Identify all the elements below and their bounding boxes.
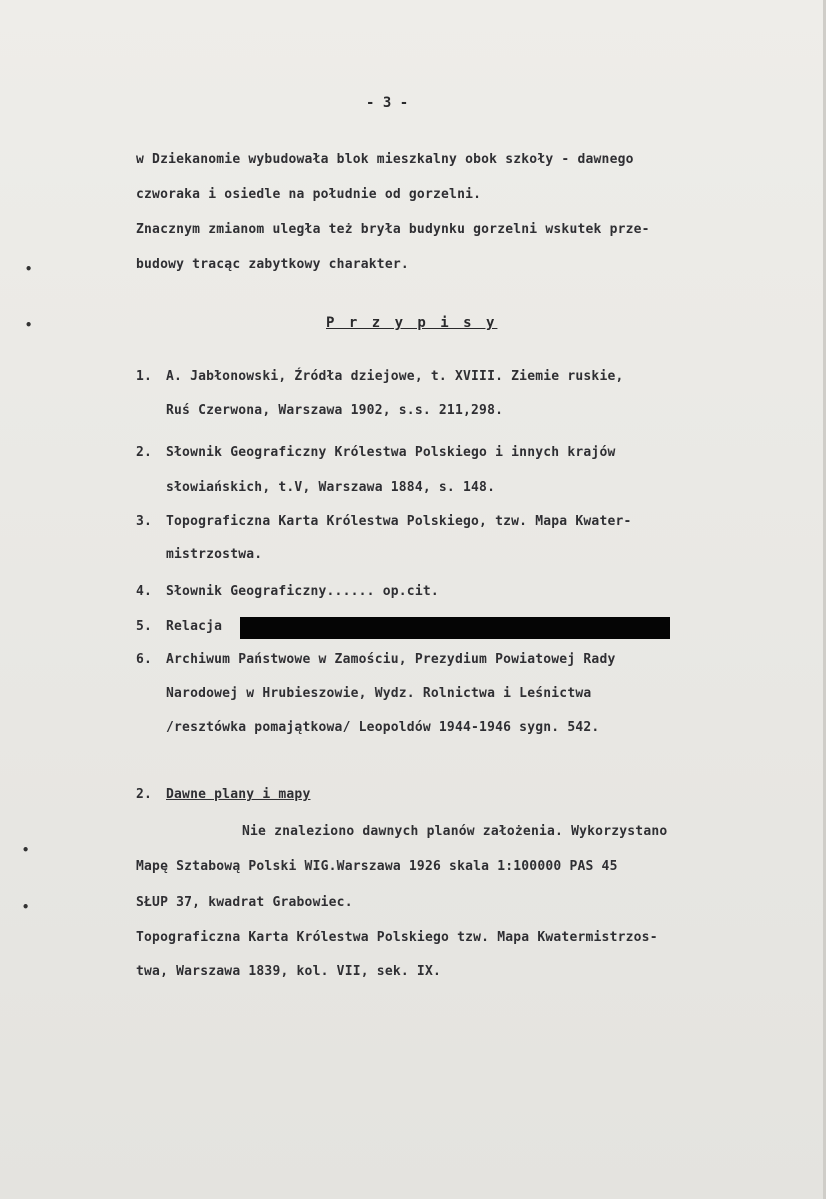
intro-line: czworaka i osiedle na południe od gorzelni.: [136, 187, 482, 202]
footnote-line: Słownik Geograficzny...... op.cit.: [166, 584, 439, 599]
section-line: Nie znaleziono dawnych planów założenia. Wykorzystano: [242, 824, 668, 839]
footnote-number: 5.: [136, 619, 153, 634]
footnote-number: 1.: [136, 369, 153, 384]
footnote-number: 2.: [136, 445, 153, 460]
footnotes-heading: P r z y p i s y: [326, 315, 498, 331]
margin-mark: •: [22, 900, 30, 914]
section-line: SŁUP 37, kwadrat Grabowiec.: [136, 895, 353, 910]
margin-mark: •: [25, 318, 33, 332]
section-line: Topograficzna Karta Królestwa Polskiego tzw. Mapa Kwatermistrzos-: [136, 930, 658, 945]
section-number: 2.: [136, 787, 153, 802]
footnote-line: A. Jabłonowski, Źródła dziejowe, t. XVIII. Ziemie ruskie,: [166, 369, 624, 384]
footnote-number: 6.: [136, 652, 153, 667]
page-number: - 3 -: [366, 95, 409, 111]
redaction-bar: [240, 617, 670, 639]
footnote-number: 4.: [136, 584, 153, 599]
margin-mark: •: [22, 843, 30, 857]
section-line: Mapę Sztabową Polski WIG.Warszawa 1926 skala 1:100000 PAS 45: [136, 859, 618, 874]
footnote-line: Topograficzna Karta Królestwa Polskiego, tzw. Mapa Kwater-: [166, 514, 632, 529]
intro-line: budowy tracąc zabytkowy charakter.: [136, 257, 409, 272]
footnote-number: 3.: [136, 514, 153, 529]
footnote-line: /resztówka pomajątkowa/ Leopoldów 1944-1946 sygn. 542.: [166, 720, 600, 735]
footnote-line: słowiańskich, t.V, Warszawa 1884, s. 148.: [166, 480, 496, 495]
footnote-line: Ruś Czerwona, Warszawa 1902, s.s. 211,298.: [166, 403, 504, 418]
footnote-line: Relacja: [166, 619, 223, 634]
footnote-line: Słownik Geograficzny Królestwa Polskiego i innych krajów: [166, 445, 616, 460]
section-title: Dawne plany i mapy: [166, 787, 311, 802]
section-line: twa, Warszawa 1839, kol. VII, sek. IX.: [136, 964, 442, 979]
footnote-line: Narodowej w Hrubieszowie, Wydz. Rolnictwa i Leśnictwa: [166, 686, 592, 701]
intro-line: w Dziekanomie wybudowała blok mieszkalny obok szkoły - dawnego: [136, 152, 634, 167]
intro-line: Znacznym zmianom uległa też bryła budynku gorzelni wskutek prze-: [136, 222, 650, 237]
footnote-line: Archiwum Państwowe w Zamościu, Prezydium Powiatowej Rady: [166, 652, 616, 667]
footnote-line: mistrzostwa.: [166, 547, 263, 562]
margin-mark: •: [25, 262, 33, 276]
